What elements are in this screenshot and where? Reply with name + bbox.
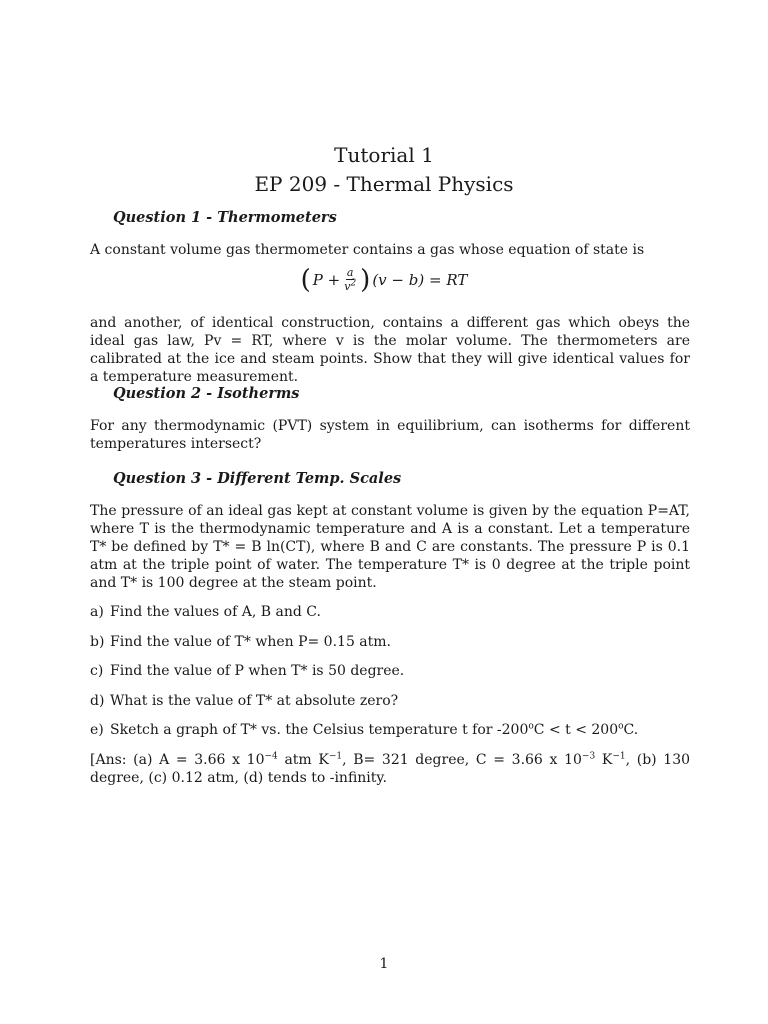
answer-key: [Ans: (a) A = 3.66 x $10^{-4}$ atm $K^{-1}$, B= 321 degree, C = 3.66 x $10^{-3}$ $K^{-1}$, (b) 130 degree, (c) 0.12 atm, (d) tends to -infinity.	[90, 751, 691, 786]
course-title: EP 209 - Thermal Physics	[254, 172, 514, 196]
equation-rhs: (v − b) = RT	[372, 270, 468, 289]
right-paren: )	[360, 264, 371, 295]
question-1-body: and another, of identical construction, contains a different gas which obeys the ideal gas law, Pv = RT, where v is the molar volume. The thermometers are calibrated at the ice and steam points. Show that they will give identical values for a temperature measurement.	[90, 315, 690, 385]
question-3-item-d: d) What is the value of T* at absolute zero?	[90, 693, 399, 709]
left-paren: (	[300, 264, 311, 295]
question-2-body: For any thermodynamic (PVT) system in equilibrium, can isotherms for different temperatures intersect?	[90, 418, 690, 452]
tutorial-title: Tutorial 1	[334, 143, 434, 167]
question-1-intro: A constant volume gas thermometer contains a gas whose equation of state is	[90, 242, 645, 258]
equation-lhs: P +	[312, 270, 341, 289]
question-1-heading: Question 1 - Thermometers	[113, 209, 337, 226]
question-2-heading: Question 2 - Isotherms	[113, 385, 300, 402]
equation-fraction	[344, 266, 356, 293]
question-3-item-c: c) Find the value of P when T* is 50 degree.	[90, 663, 405, 679]
question-3-item-a: a) Find the values of A, B and C.	[90, 604, 321, 620]
question-3-heading: Question 3 - Different Temp. Scales	[113, 470, 402, 487]
equation-of-state	[0, 266, 768, 306]
question-3-item-b: b) Find the value of T* when P= 0.15 atm.	[90, 634, 392, 650]
question-3-body: The pressure of an ideal gas kept at constant volume is given by the equation P=AT, where T is the thermodynamic temperature and A is a constant. Let a temperature T* be defined by T* = B ln(CT), where B and C are constants. The pressure P is 0.1 atm at the triple point of water. The temperature T* is 0 degree at the triple point and T* is 100 degree at the steam point.	[90, 503, 690, 591]
fraction-numerator: a	[346, 266, 354, 279]
fraction-denominator: $v^2$	[344, 278, 357, 293]
question-3-item-e: e) Sketch a graph of T* vs. the Celsius temperature t for $-200^oC < t < 200^oC$.	[90, 721, 639, 738]
page-number: 1	[379, 956, 389, 972]
